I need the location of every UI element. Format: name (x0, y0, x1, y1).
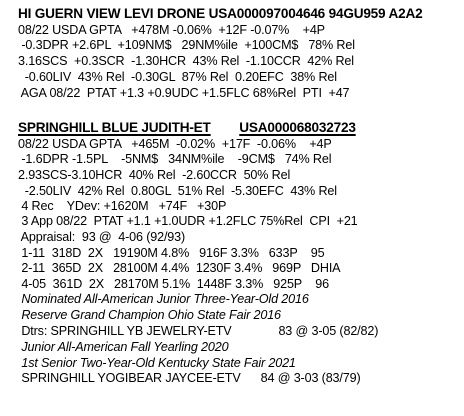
entry-1-livability-line: -0.60LIV 43% Rel -0.30GL 87% Rel 0.20EFC 38% Rel (18, 70, 337, 84)
entry-2-name: SPRINGHILL BLUE JUDITH-ET (18, 120, 211, 135)
entry-2-daughter-line: Dtrs: SPRINGHILL YB JEWELRY-ETV 83 @ 3-05 (82/82) (18, 324, 379, 338)
entry-2-award-line: Reserve Grand Champion Ohio State Fair 2016 (18, 308, 281, 322)
entry-2-record-row: 4-05 361D 2X 28170M 5.1% 1448F 3.3% 925P 96 (18, 277, 329, 291)
entry-2-title (18, 121, 356, 136)
entry-2-type-line: 3 App 08/22 PTAT +1.1 +1.0UDR +1.2FLC 75%Rel CPI +21 (18, 214, 358, 228)
entry-2-daughter-line: SPRINGHILL YOGIBEAR JAYCEE-ETV 84 @ 3-03 (83/79) (18, 371, 361, 385)
entry-2-registration: USA000068032723 (239, 120, 356, 135)
entry-2-daughter-award-line: Junior All-American Fall Yearling 2020 (18, 340, 229, 354)
entry-1-gpta-line: 08/22 USDA GPTA +478M -0.06% +12F -0.07% +4P (18, 23, 325, 37)
entry-2-index-line: -1.6DPR -1.5PL -5NM$ 34NM%ile -9CM$ 74% Rel (18, 152, 332, 166)
entry-2-records-line: 4 Rec YDev: +1620M +74F +30P (18, 199, 227, 213)
entry-1-type-line: AGA 08/22 PTAT +1.3 +0.9UDC +1.5FLC 68%Rel PTI +47 (18, 86, 350, 100)
entry-2-daughter-award-line: 1st Senior Two-Year-Old Kentucky State Fair 2021 (18, 356, 296, 370)
entry-2-record-row: 1-11 318D 2X 19190M 4.8% 916F 3.3% 633P 95 (18, 246, 325, 260)
entry-2-appraisal-line: Appraisal: 93 @ 4-06 (92/93) (18, 230, 186, 244)
entry-1-index-line: -0.3DPR +2.6PL +109NM$ 29NM%ile +100CM$ 78% Rel (18, 38, 355, 52)
entry-1-title: HI GUERN VIEW LEVI DRONE USA000097004646 94GU959 A2A2 (18, 6, 423, 21)
entry-2-record-row: 2-11 365D 2X 28100M 4.4% 1230F 3.4% 969P DHIA (18, 261, 341, 275)
entry-2-health-line: 2.93SCS-3.10HCR 40% Rel -2.60CCR 50% Rel (18, 168, 291, 182)
entry-1-health-line: 3.16SCS +0.3SCR -1.30HCR 43% Rel -1.10CCR 42% Rel (18, 54, 354, 68)
entry-2-livability-line: -2.50LIV 42% Rel 0.80GL 51% Rel -5.30EFC 43% Rel (18, 184, 337, 198)
entry-2-gpta-line: 08/22 USDA GPTA +465M -0.02% +17F -0.06% +4P (18, 137, 332, 151)
entry-2-award-line: Nominated All-American Junior Three-Year-Old 2016 (18, 292, 309, 306)
